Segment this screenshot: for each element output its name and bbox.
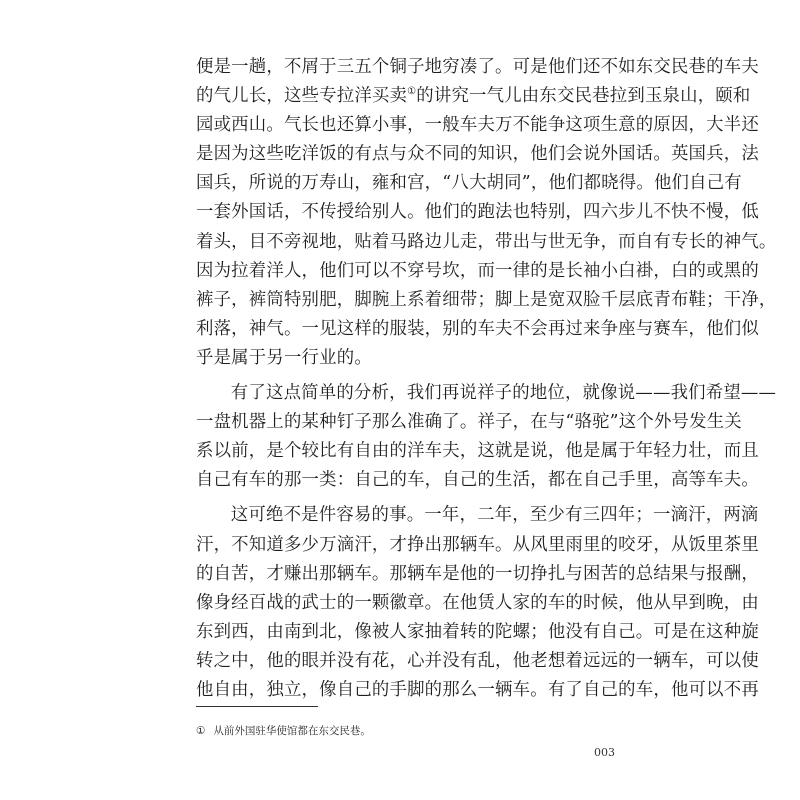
page-number: 003 — [594, 746, 615, 759]
text-line: 有了这点简单的分析，我们再说祥子的地位，就像说——我们希望—— — [230, 383, 777, 404]
paragraph-1 — [196, 53, 777, 373]
text-line: 着头，目不旁视地，贴着马路边儿走，带出与世无争，而自有专长的神气。 — [196, 231, 777, 252]
text-line: 东到西，由南到北，像被人家抽着转的陀螺；他没有自己。可是在这种旋 — [196, 621, 759, 642]
paragraph-3 — [196, 501, 759, 705]
text-line: 便是一趟，不屑于三五个铜子地穷凑了。可是他们还不如东交民巷的车夫 — [196, 57, 759, 77]
footnote — [196, 724, 371, 738]
text-line: 这可绝不是件容易的事。一年，二年，至少有三四年；一滴汗，两滴 — [230, 505, 759, 526]
footnote-text: 从前外国驻华使馆都在东交民巷。 — [213, 725, 371, 737]
text-line: 像身经百战的武士的一颗徽章。在他赁人家的车的时候，他从早到晚，由 — [196, 592, 759, 613]
text-line: 园或西山。气长也还算小事，一般车夫万不能争这项生意的原因，大半还 — [196, 115, 759, 136]
text-line: 国兵，所说的万寿山，雍和宫，“八大胡同”，他们都晓得。他们自己有 — [196, 173, 742, 194]
text-segment: 的气儿长，这些专拉洋买卖 — [196, 86, 408, 107]
text-line: 转之中，他的眼并没有花，心并没有乱，他老想着远远的一辆车，可以使 — [196, 650, 759, 671]
text-line: 他自由，独立，像自己的手脚的那么一辆车。有了自己的车，他可以不再 — [196, 679, 759, 700]
text-segment: 的讲究一气儿由东交民巷拉到玉泉山，颐和 — [416, 86, 751, 107]
text-line: 一盘机器上的某种钉子那么准确了。祥子，在与“骆驼”这个外号发生关 — [196, 412, 742, 433]
text-line: 自己有车的那一类：自己的车，自己的生活，都在自己手里，高等车夫。 — [196, 470, 759, 491]
footnote-reference[interactable]: ① — [407, 86, 417, 98]
text-line: 因为拉着洋人，他们可以不穿号坎，而一律的是长袖小白褂，白的或黑的 — [196, 260, 759, 281]
text-line: 是因为这些吃洋饭的有点与众不同的知识，他们会说外国话。英国兵，法 — [196, 144, 759, 165]
text-line: 系以前，是个较比有自由的洋车夫，这就是说，他是属于年轻力壮，而且 — [196, 441, 759, 462]
text-line: 乎是属于另一行业的。 — [196, 347, 372, 368]
footnote-number: ① — [196, 725, 206, 737]
text-line: 一套外国话，不传授给别人。他们的跑法也特别，四六步儿不快不慢，低 — [196, 202, 759, 223]
text-line: 利落，神气。一见这样的服装，别的车夫不会再过来争座与赛车，他们似 — [196, 318, 759, 339]
text-line: 裤子，裤筒特别肥，脚腕上系着细带；脚上是宽双脸千层底青布鞋；干净， — [196, 289, 777, 310]
paragraph-2 — [196, 379, 777, 495]
text-line-with-note — [196, 82, 751, 111]
text-line: 汗，不知道多少万滴汗，才挣出那辆车。从风里雨里的咬牙，从饭里茶里 — [196, 534, 759, 555]
footnote-divider — [196, 706, 318, 707]
body-text — [196, 53, 777, 705]
text-line: 的自苦，才赚出那辆车。那辆车是他的一切挣扎与困苦的总结果与报酬， — [196, 563, 759, 584]
